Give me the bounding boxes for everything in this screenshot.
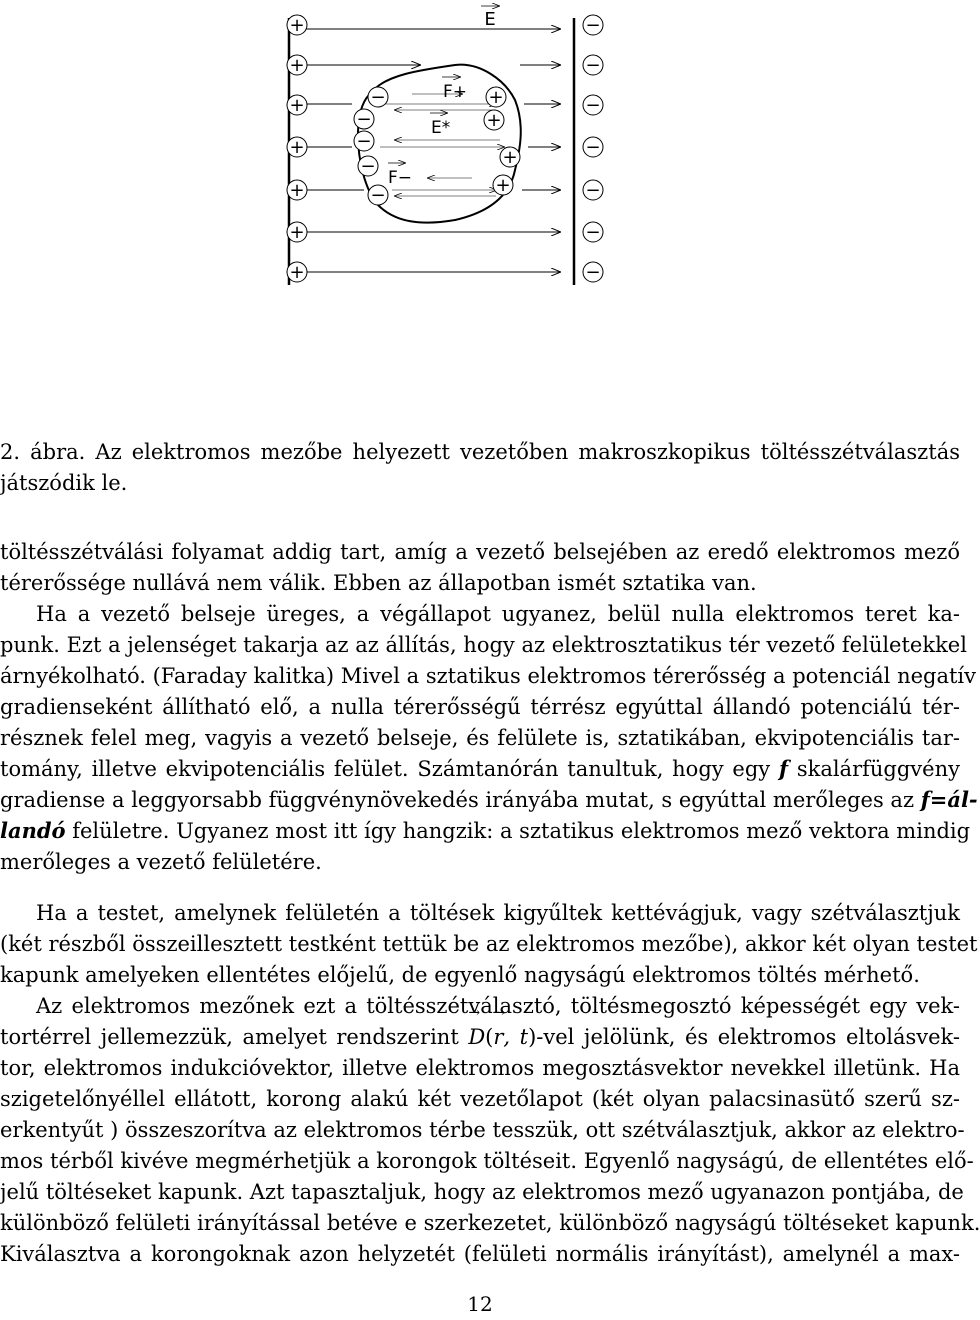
vector-r: → r (493, 1021, 503, 1053)
para1-line-1: töltésszétválási folyamat addig tart, amíg a vezető belsejében az eredő elektromos mező (0, 540, 960, 564)
svg-text:+: + (289, 55, 305, 76)
svg-text:−: − (585, 262, 601, 283)
vector-D: → D (468, 1021, 485, 1053)
svg-text:+: + (495, 175, 511, 196)
para1-line-10-text: felületre. Ugyanez most itt így hangzik: a sztatikus elektromos mező vektora mindig (72, 819, 971, 843)
para1-line-7: résznek felel meg, vagyis a vezető belseje, és felülete is, sztatikában, ekvipotenciális tar- (0, 726, 960, 750)
vector-D-expression (468, 1025, 960, 1049)
para2-line-5-text-b: )-vel jelölünk, és elektromos eltolásvek- (528, 1025, 960, 1049)
induced-minus-charge (358, 156, 378, 177)
right-plate-minus-charge (583, 262, 603, 283)
field-diagram-svg (0, 0, 960, 430)
svg-text:+: + (502, 147, 518, 168)
para2-line-5-text-a: tortérrel jellemezzük, amelyet rendszerint (0, 1025, 459, 1049)
figure-caption-line-2: játszódik le. (0, 471, 128, 495)
para1-line-3-text: Ha a vezető belseje üreges, a végállapot ugyanez, belül nulla elektromos teret ka- (36, 602, 960, 626)
para1-line-9-text: gradiense a leggyorsabb függvénynövekedés irányába mutat, s egyúttal merőleges az (0, 788, 915, 812)
left-plate-plus-charge (287, 15, 307, 36)
para2-line-12: Kiválasztva a korongoknak azon helyzetét (felületi normális irányítást), amelynél a max- (0, 1242, 960, 1266)
para2-line-1 (0, 897, 960, 929)
svg-text:−: − (585, 180, 601, 201)
svg-text:+: + (289, 95, 305, 116)
para2-line-5 (0, 1021, 960, 1053)
induced-plus-charge (486, 87, 506, 108)
para1-line-9 (0, 784, 978, 816)
induced-plus-charge (484, 110, 504, 131)
svg-text:E: E (484, 9, 496, 30)
svg-text:−: − (370, 87, 386, 108)
left-plate-plus-charge (287, 95, 307, 116)
para2-line-1-text: Ha a testet, amelynek felületén a töltések kigyűltek kettévágjuk, vagy szétválasztjuk (36, 901, 960, 925)
svg-text:−: − (360, 156, 376, 177)
svg-text:+: + (289, 15, 305, 36)
induced-minus-charge (354, 109, 374, 130)
para1-line-10 (0, 815, 971, 847)
right-plate-minus-charge (583, 222, 603, 243)
field-diagram (0, 0, 960, 430)
svg-text:+: + (289, 262, 305, 283)
left-plate-plus-charge (287, 222, 307, 243)
para2-line-9: mos térből kivéve megmérhetjük a korongok töltéseit. Egyenlő nagyságú, de ellentétes elő- (0, 1149, 974, 1173)
f-allando-2: landó (0, 818, 66, 843)
svg-text:−: − (585, 15, 601, 36)
para1-line-8 (0, 753, 960, 785)
para1-line-8-text: tomány, illetve ekvipotenciális felület. Számtanórán tanultuk, hogy egy (0, 757, 771, 781)
svg-text:F−: F− (388, 168, 413, 188)
paren-open: ( (485, 1025, 494, 1049)
svg-text:+: + (289, 180, 305, 201)
svg-text:F+: F+ (443, 82, 468, 102)
svg-text:−: − (370, 185, 386, 206)
para1-line-5: árnyékolható. (Faraday kalitka) Mivel a sztatikus elektromos térerősség a potenciál negatív (0, 664, 977, 688)
left-plate-plus-charge (287, 55, 307, 76)
para2-line-7: szigetelőnyéllel ellátott, korong alakú két vezetőlapot (két olyan palacsinasütő szerű sz- (0, 1087, 960, 1111)
left-plate-plus-charge (287, 180, 307, 201)
para2-line-10: jelű töltéseket kapunk. Azt tapasztaljuk, hogy az elektromos mező ugyanazon pontjába, de (0, 1180, 964, 1204)
para1-line-4: punk. Ezt a jelenséget takarja az az állítás, hogy az elektrosztatikus tér vezető felületekkel (0, 633, 967, 657)
para2-line-2: (két részből összeillesztett testként tettük be az elektromos mezőbe), akkor két olyan testet (0, 932, 978, 956)
para2-line-8: erkentyűt ) összeszorítva az elektromos térbe tesszük, ott szétválasztjuk, akkor az elektro- (0, 1118, 965, 1142)
para1-line-11: merőleges a vezető felületére. (0, 850, 322, 874)
induced-plus-charge (493, 175, 513, 196)
induced-minus-charge (354, 131, 374, 152)
svg-text:−: − (585, 137, 601, 158)
args: , t (503, 1025, 529, 1049)
para2-line-11: különböző felületi irányítással betéve e szerkezetet, különböző nagyságú töltéseket kapunk. (0, 1211, 980, 1235)
svg-text:−: − (585, 55, 601, 76)
para1-line-2: térerőssége nullává nem válik. Ebben az állapotban ismét sztatika van. (0, 571, 757, 595)
svg-text:−: − (356, 131, 372, 152)
left-plate-plus-charge (287, 262, 307, 283)
label-E (481, 6, 499, 30)
symbol-f: f (778, 756, 789, 781)
svg-text:−: − (585, 222, 601, 243)
induced-minus-charge (368, 185, 388, 206)
para2-line-3: kapunk amelyeken ellentétes előjelű, de egyenlő nagyságú elektromos töltés mérhető. (0, 963, 920, 987)
right-plate-minus-charge (583, 180, 603, 201)
induced-minus-charge (368, 87, 388, 108)
svg-text:+: + (488, 87, 504, 108)
figure-caption-line-1: 2. ábra. Az elektromos mezőbe helyezett vezetőben makroszkopikus töltésszétválasztás (0, 440, 960, 464)
svg-text:−: − (356, 109, 372, 130)
para2-line-4-text: Az elektromos mezőnek ezt a töltésszétválasztó, töltésmegosztó képességét egy vek- (36, 994, 960, 1018)
induced-plus-charge (500, 147, 520, 168)
para1-line-8-end: skalárfüggvény (796, 757, 960, 781)
right-plate-minus-charge (583, 15, 603, 36)
right-plate-minus-charge (583, 55, 603, 76)
page-number: 12 (467, 1292, 493, 1316)
para2-line-6: tor, elektromos indukcióvektor, illetve elektromos megosztásvektor nevekkel illetünk. Ha (0, 1056, 960, 1080)
svg-text:−: − (585, 95, 601, 116)
para1-line-6: gradienseként állítható elő, a nulla térerősségű térrész egyúttal állandó potenciálú tér- (0, 695, 960, 719)
f-allando-1: f=ál- (920, 787, 978, 812)
svg-text:E*: E* (431, 118, 451, 138)
svg-text:+: + (289, 137, 305, 158)
right-plate-minus-charge (583, 137, 603, 158)
para1-line-3 (0, 598, 960, 630)
left-plate-plus-charge (287, 137, 307, 158)
svg-text:+: + (289, 222, 305, 243)
right-plate-minus-charge (583, 95, 603, 116)
svg-text:+: + (486, 110, 502, 131)
